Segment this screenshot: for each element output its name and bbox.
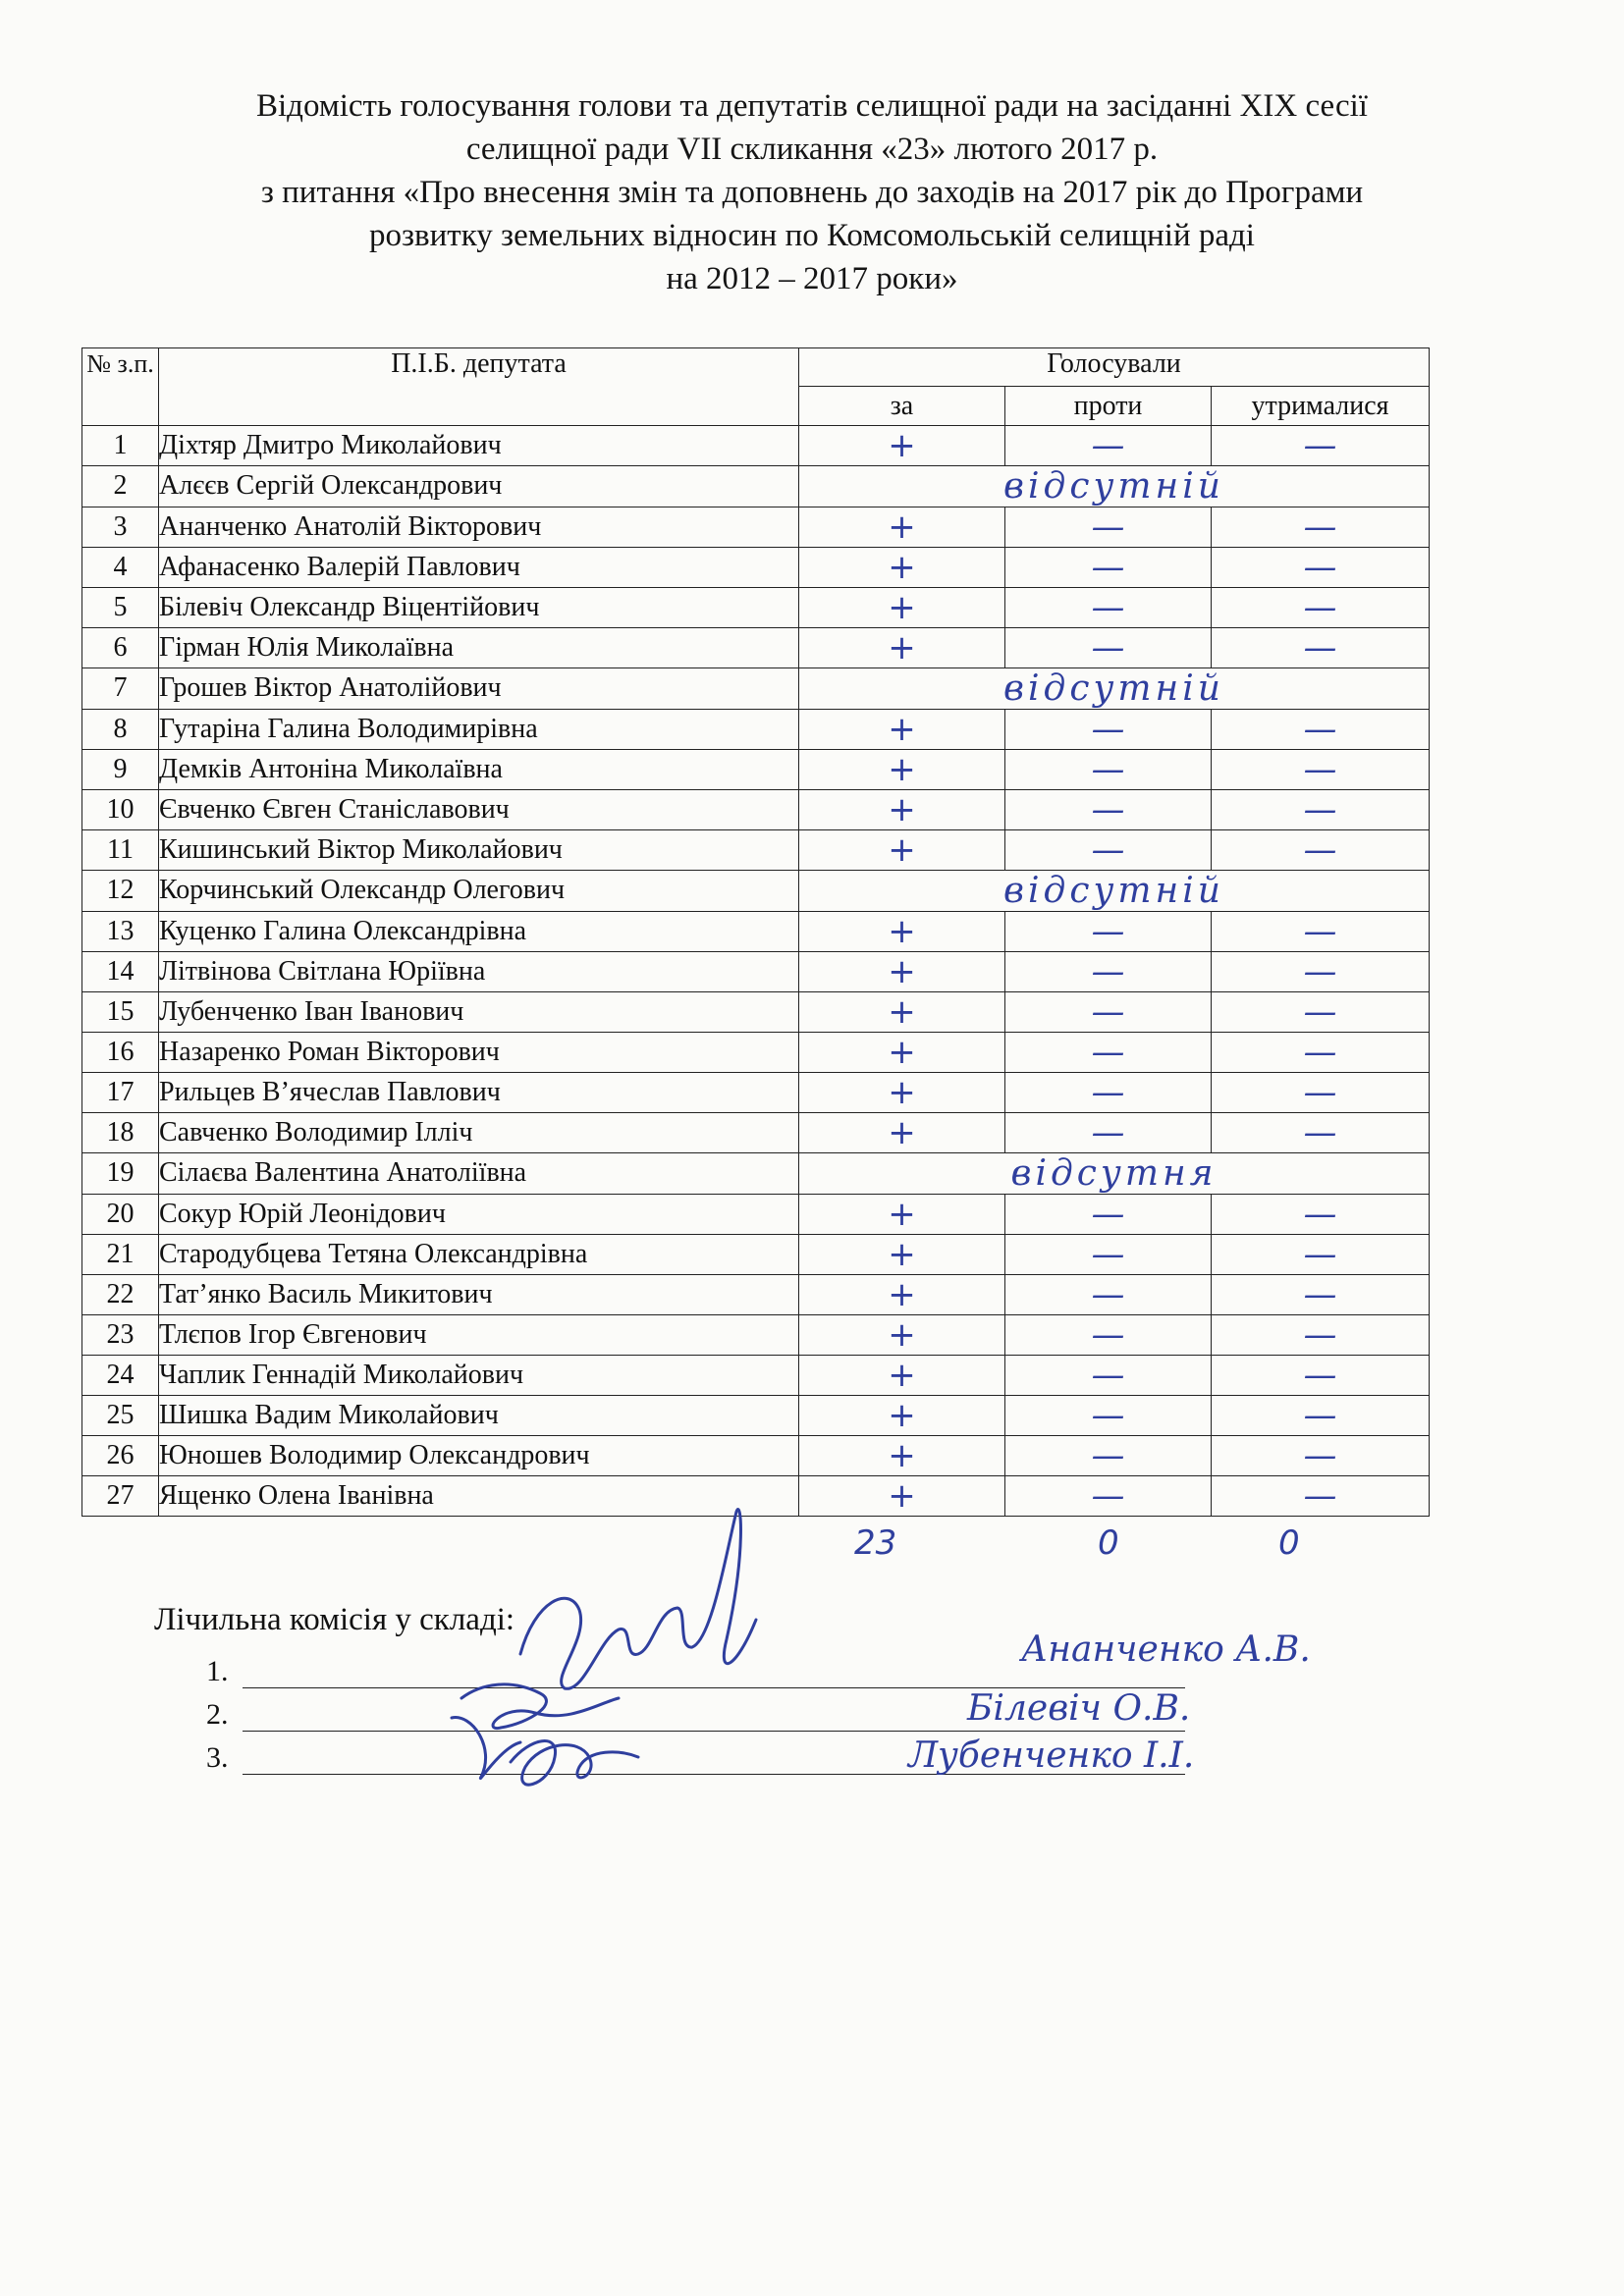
deputy-name: Тат’янко Василь Микитович [159,1274,799,1314]
commission-label: Лічильна комісія у складі: [154,1602,515,1637]
row-number: 16 [82,1032,159,1072]
vote-against: — [1005,1234,1212,1274]
vote-against: — [1005,547,1212,587]
document-title [98,84,1526,300]
vote-against: — [1005,507,1212,547]
vote-for: + [799,991,1005,1032]
vote-for: + [799,1274,1005,1314]
table-row [82,587,1430,627]
row-number: 4 [82,547,159,587]
row-number: 18 [82,1112,159,1152]
title-line-1: Відомість голосування голови та депутатів селищної ради на засіданні ХІХ сесії [256,88,1368,124]
vote-against: — [1005,1475,1212,1516]
row-number: 23 [82,1314,159,1355]
vote-against: — [1005,587,1212,627]
row-number: 1 [82,425,159,465]
vote-against: — [1005,627,1212,667]
row-number: 14 [82,951,159,991]
vote-abstained: — [1212,789,1430,829]
deputy-name: Грошев Віктор Анатолійович [159,667,799,709]
vote-against: — [1005,951,1212,991]
row-number: 22 [82,1274,159,1314]
vote-against: — [1005,1314,1212,1355]
vote-abstained: — [1212,829,1430,870]
row-number: 19 [82,1152,159,1194]
deputy-name: Євченко Євген Станіславович [159,789,799,829]
vote-for: + [799,789,1005,829]
title-line-2: селищної ради VІІ скликання «23» лютого 2017 р. [465,132,1159,167]
deputy-name: Куценко Галина Олександрівна [159,911,799,951]
vote-for: + [799,749,1005,789]
vote-against: — [1005,1355,1212,1395]
vote-against: — [1005,709,1212,749]
row-number: 25 [82,1395,159,1435]
deputy-name: Савченко Володимир Ілліч [159,1112,799,1152]
vote-abstained: — [1212,627,1430,667]
vote-abstained: — [1212,507,1430,547]
table-row [82,1234,1430,1274]
vote-abstained: — [1212,547,1430,587]
vote-for: + [799,1395,1005,1435]
deputy-name: Афанасенко Валерій Павлович [159,547,799,587]
title-line-3: з питання «Про внесення змін та доповнень до заходів на 2017 рік до Програми [260,175,1364,210]
vote-against: — [1005,829,1212,870]
header-against: проти [1005,387,1212,425]
header-deputy-name: П.І.Б. депутата [159,348,799,426]
vote-for: + [799,709,1005,749]
table-row [82,667,1430,709]
deputy-name: Сілаєва Валентина Анатоліївна [159,1152,799,1194]
deputy-name: Лубенченко Іван Іванович [159,991,799,1032]
vote-against: — [1005,911,1212,951]
table-row [82,1032,1430,1072]
table-row [82,1355,1430,1395]
voting-table [81,347,1430,1517]
table-row [82,829,1430,870]
table-row [82,1152,1430,1194]
signature-stroke-3 [511,1741,638,1786]
deputy-name: Корчинський Олександр Олегович [159,870,799,911]
table-row [82,911,1430,951]
row-number: 27 [82,1475,159,1516]
row-number: 9 [82,749,159,789]
table-row [82,1435,1430,1475]
vote-for: + [799,829,1005,870]
row-number: 13 [82,911,159,951]
vote-abstained: — [1212,1194,1430,1234]
absent-note: відсутня [799,1152,1430,1194]
deputy-name: Тлєпов Ігор Євгенович [159,1314,799,1355]
row-number: 6 [82,627,159,667]
row-number: 10 [82,789,159,829]
table-row [82,1194,1430,1234]
deputy-name: Шишка Вадим Миколайович [159,1395,799,1435]
vote-abstained: — [1212,1234,1430,1274]
deputy-name: Білевіч Олександр Віцентійович [159,587,799,627]
vote-against: — [1005,1112,1212,1152]
table-row [82,627,1430,667]
row-number: 20 [82,1194,159,1234]
vote-for: + [799,911,1005,951]
deputy-name: Літвінова Світлана Юріївна [159,951,799,991]
row-number: 8 [82,709,159,749]
commission-name-3: Лубенченко І.І. [908,1735,1195,1776]
row-number: 21 [82,1234,159,1274]
table-row [82,789,1430,829]
vote-against: — [1005,991,1212,1032]
vote-abstained: — [1212,951,1430,991]
vote-against: — [1005,1032,1212,1072]
table-row [82,1314,1430,1355]
deputy-name: Юношев Володимир Олександрович [159,1435,799,1475]
vote-abstained: — [1212,1314,1430,1355]
deputy-name: Рильцев В’ячеслав Павлович [159,1072,799,1112]
vote-abstained: — [1212,1072,1430,1112]
vote-for: + [799,1355,1005,1395]
table-row [82,1072,1430,1112]
table-row [82,951,1430,991]
row-number: 26 [82,1435,159,1475]
deputy-name: Алєєв Сергій Олександрович [159,465,799,507]
vote-abstained: — [1212,911,1430,951]
vote-abstained: — [1212,1435,1430,1475]
vote-abstained: — [1212,1112,1430,1152]
vote-abstained: — [1212,991,1430,1032]
commission-name-1: Ананченко А.В. [1021,1629,1311,1670]
vote-for: + [799,1112,1005,1152]
vote-abstained: — [1212,709,1430,749]
table-row [82,870,1430,911]
total-for: 23 [854,1523,897,1563]
vote-for: + [799,425,1005,465]
vote-for: + [799,1475,1005,1516]
vote-against: — [1005,749,1212,789]
vote-for: + [799,1194,1005,1234]
header-for: за [799,387,1005,425]
row-number: 3 [82,507,159,547]
vote-for: + [799,1072,1005,1112]
table-row [82,507,1430,547]
row-number: 12 [82,870,159,911]
vote-for: + [799,587,1005,627]
commission-name-2: Білевіч О.В. [967,1688,1191,1729]
vote-for: + [799,507,1005,547]
handwritten-signatures [442,1492,992,1826]
signature-stroke-1 [520,1510,756,1689]
title-line-5: на 2012 – 2017 роки» [666,261,958,296]
absent-note: відсутній [799,667,1430,709]
table-row [82,1274,1430,1314]
vote-for: + [799,1032,1005,1072]
vote-against: — [1005,1274,1212,1314]
row-number: 5 [82,587,159,627]
vote-abstained: — [1212,425,1430,465]
table-row [82,1112,1430,1152]
row-number: 7 [82,667,159,709]
deputy-name: Ананченко Анатолій Вікторович [159,507,799,547]
vote-for: + [799,547,1005,587]
row-number: 11 [82,829,159,870]
vote-for: + [799,627,1005,667]
vote-abstained: — [1212,1475,1430,1516]
table-row [82,749,1430,789]
vote-for: + [799,951,1005,991]
deputy-name: Стародубцева Тетяна Олександрівна [159,1234,799,1274]
vote-abstained: — [1212,1395,1430,1435]
deputy-name: Сокур Юрій Леонідович [159,1194,799,1234]
signature-stroke-2 [461,1684,619,1729]
row-number: 2 [82,465,159,507]
table-row [82,465,1430,507]
deputy-name: Назаренко Роман Вікторович [159,1032,799,1072]
vote-against: — [1005,1395,1212,1435]
vote-abstained: — [1212,1032,1430,1072]
vote-against: — [1005,789,1212,829]
table-row [82,991,1430,1032]
header-abstained: утрималися [1212,387,1430,425]
vote-rows [82,425,1430,1516]
row-number: 24 [82,1355,159,1395]
vote-for: + [799,1234,1005,1274]
deputy-name: Демків Антоніна Миколаївна [159,749,799,789]
vote-for: + [799,1314,1005,1355]
vote-against: — [1005,425,1212,465]
table-row [82,1395,1430,1435]
vote-against: — [1005,1194,1212,1234]
vote-for: + [799,1435,1005,1475]
vote-abstained: — [1212,587,1430,627]
header-voted: Голосували [799,348,1430,387]
table-row [82,709,1430,749]
absent-note: відсутній [799,465,1430,507]
row-number: 17 [82,1072,159,1112]
total-against: 0 [1098,1523,1119,1563]
title-line-4: розвитку земельних відносин по Комсомольській селищній раді [369,218,1255,253]
vote-abstained: — [1212,1355,1430,1395]
header-number: № з.п. [82,348,159,426]
deputy-name: Кишинський Віктор Миколайович [159,829,799,870]
commission-num: 3. [206,1741,229,1774]
vote-abstained: — [1212,1274,1430,1314]
deputy-name: Гутаріна Галина Володимирівна [159,709,799,749]
table-row [82,425,1430,465]
deputy-name: Чаплик Геннадій Миколайович [159,1355,799,1395]
vote-against: — [1005,1435,1212,1475]
commission-num: 2. [206,1698,229,1731]
deputy-name: Гірман Юлія Миколаївна [159,627,799,667]
vote-against: — [1005,1072,1212,1112]
absent-note: відсутній [799,870,1430,911]
row-number: 15 [82,991,159,1032]
commission-num: 1. [206,1655,229,1687]
deputy-name: Діхтяр Дмитро Миколайович [159,425,799,465]
table-row [82,547,1430,587]
vote-abstained: — [1212,749,1430,789]
total-abstained: 0 [1278,1523,1300,1563]
deputy-name: Ященко Олена Іванівна [159,1475,799,1516]
